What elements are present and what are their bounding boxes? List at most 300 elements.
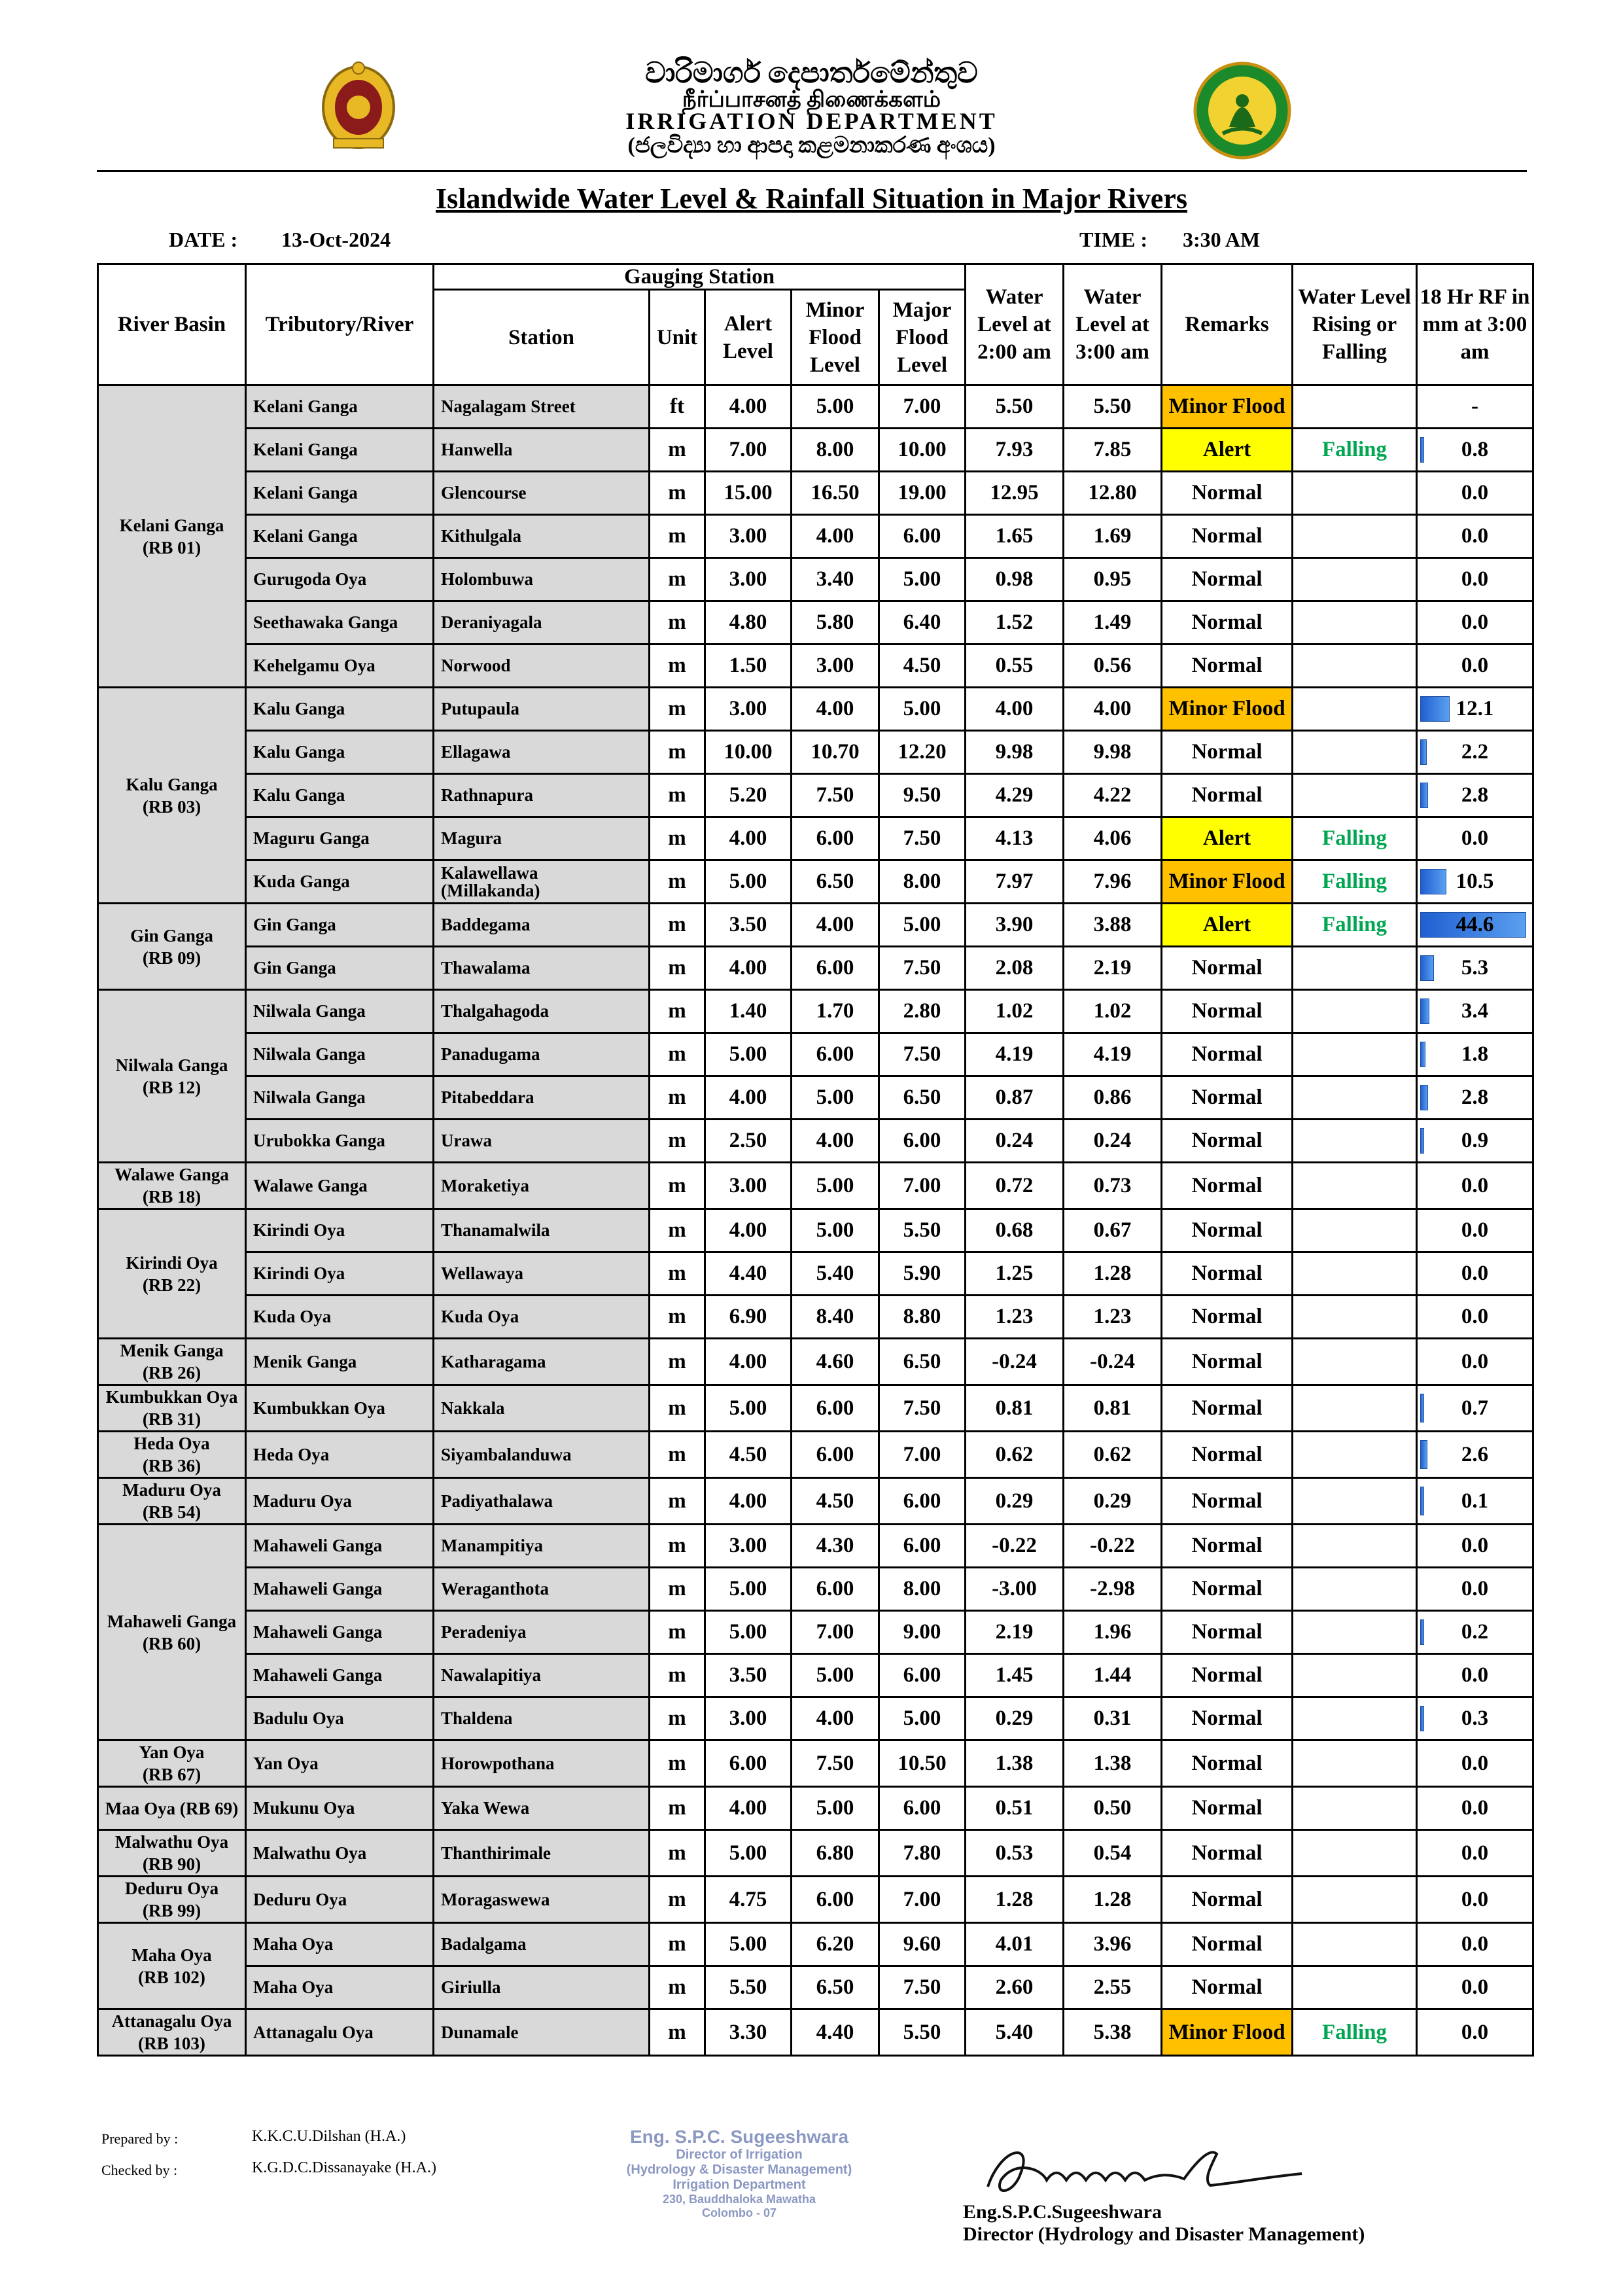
water-level-3am-cell: 3.96 <box>1064 1923 1162 1966</box>
water-level-3am-cell: 1.28 <box>1064 1252 1162 1296</box>
header-divider <box>97 170 1527 172</box>
rainfall-bar <box>1420 1042 1425 1067</box>
water-level-3am-cell: 9.98 <box>1064 731 1162 774</box>
remarks-cell: Normal <box>1162 1654 1293 1697</box>
rainfall-cell <box>1417 1252 1533 1296</box>
trend-cell <box>1293 1339 1417 1385</box>
rainfall-cell <box>1417 472 1533 515</box>
trend-cell: Falling <box>1293 429 1417 472</box>
unit-cell: m <box>650 429 705 472</box>
water-level-2am-cell: 2.19 <box>966 1611 1064 1654</box>
minor-flood-level-cell: 4.30 <box>792 1525 879 1568</box>
station-cell: Hanwella <box>434 429 650 472</box>
tributary-cell: Kuda Ganga <box>246 860 434 904</box>
water-level-3am-cell: -2.98 <box>1064 1568 1162 1611</box>
dept-name-tamil: நீர்ப்பாசனத் திணைக்களம் <box>682 88 941 112</box>
water-level-2am-cell: 1.25 <box>966 1252 1064 1296</box>
unit-cell: m <box>650 904 705 947</box>
table-row <box>98 1654 1533 1697</box>
tributary-cell: Kelani Ganga <box>246 472 434 515</box>
checked-label: Checked by : <box>101 2162 178 2178</box>
river-basin-cell: Mahaweli Ganga (RB 60) <box>98 1525 246 1740</box>
prepared-name: K.K.C.U.Dilshan (H.A.) <box>252 2128 406 2145</box>
rainfall-bar <box>1420 1440 1427 1469</box>
alert-level-cell: 5.00 <box>705 1568 792 1611</box>
alert-level-cell: 4.80 <box>705 601 792 645</box>
table-row <box>98 1385 1533 1432</box>
tributary-cell: Mahaweli Ganga <box>246 1525 434 1568</box>
rainfall-value: 0.7 <box>1461 1396 1489 1420</box>
minor-flood-level-cell: 6.50 <box>792 860 879 904</box>
stamp-line: (Hydrology & Disaster Management) <box>626 2163 852 2177</box>
dept-name-sinhala: වාරිමාර්ග දෙපාර්තමේන්තුව <box>645 57 978 89</box>
rainfall-cell <box>1417 2009 1533 2056</box>
tributary-cell: Nilwala Ganga <box>246 1076 434 1120</box>
water-level-2am-cell: 1.52 <box>966 601 1064 645</box>
trend-cell <box>1293 515 1417 558</box>
water-level-3am-cell: 1.38 <box>1064 1740 1162 1787</box>
table-row <box>98 990 1533 1033</box>
rainfall-value: 0.0 <box>1461 826 1489 850</box>
rainfall-value: 3.4 <box>1461 999 1489 1023</box>
alert-level-cell: 3.50 <box>705 1654 792 1697</box>
unit-cell: m <box>650 1787 705 1830</box>
station-cell: Baddegama <box>434 904 650 947</box>
rainfall-value: 0.0 <box>1461 1975 1489 1999</box>
table-row <box>98 817 1533 860</box>
minor-flood-level-cell: 10.70 <box>792 731 879 774</box>
minor-flood-level-cell: 5.00 <box>792 1787 879 1830</box>
table-row <box>98 385 1533 429</box>
water-level-2am-cell: 3.90 <box>966 904 1064 947</box>
alert-level-cell: 5.00 <box>705 860 792 904</box>
remarks-cell: Normal <box>1162 1568 1293 1611</box>
rainfall-cell <box>1417 1385 1533 1432</box>
trend-cell <box>1293 1432 1417 1478</box>
unit-cell: m <box>650 817 705 860</box>
rainfall-bar <box>1420 696 1450 722</box>
alert-level-cell: 5.00 <box>705 1830 792 1877</box>
remarks-cell: Normal <box>1162 1611 1293 1654</box>
major-flood-level-cell: 7.50 <box>879 1033 966 1076</box>
remarks-cell: Normal <box>1162 1120 1293 1163</box>
major-flood-level-cell: 6.00 <box>879 515 966 558</box>
station-cell: Panadugama <box>434 1033 650 1076</box>
river-basin-cell: Kalu Ganga (RB 03) <box>98 688 246 904</box>
rainfall-cell <box>1417 1120 1533 1163</box>
station-cell: Deraniyagala <box>434 601 650 645</box>
minor-flood-level-cell: 6.50 <box>792 1966 879 2009</box>
tributary-cell: Badulu Oya <box>246 1697 434 1740</box>
alert-level-cell: 3.00 <box>705 688 792 731</box>
rainfall-cell <box>1417 1740 1533 1787</box>
tributary-cell: Kuda Oya <box>246 1296 434 1339</box>
tributary-cell: Kirindi Oya <box>246 1252 434 1296</box>
unit-cell: m <box>650 1568 705 1611</box>
water-level-2am-cell: 12.95 <box>966 472 1064 515</box>
rainfall-value: 0.0 <box>1461 1262 1489 1285</box>
station-cell: Kuda Oya <box>434 1296 650 1339</box>
water-level-table <box>97 263 1534 2057</box>
station-cell: Wellawaya <box>434 1252 650 1296</box>
water-level-2am-cell: 7.93 <box>966 429 1064 472</box>
remarks-cell: Normal <box>1162 1252 1293 1296</box>
station-cell: Magura <box>434 817 650 860</box>
trend-cell <box>1293 558 1417 601</box>
major-flood-level-cell: 6.00 <box>879 1120 966 1163</box>
unit-cell: m <box>650 1740 705 1787</box>
major-flood-level-cell: 12.20 <box>879 731 966 774</box>
major-flood-level-cell: 10.50 <box>879 1740 966 1787</box>
table-row <box>98 1525 1533 1568</box>
trend-cell <box>1293 1296 1417 1339</box>
water-level-3am-cell: 4.00 <box>1064 688 1162 731</box>
water-level-2am-cell: 5.40 <box>966 2009 1064 2056</box>
station-cell: Holombuwa <box>434 558 650 601</box>
alert-level-cell: 2.50 <box>705 1120 792 1163</box>
minor-flood-level-cell: 6.00 <box>792 1877 879 1923</box>
minor-flood-level-cell: 5.00 <box>792 1209 879 1252</box>
trend-cell <box>1293 1966 1417 2009</box>
table-row <box>98 1877 1533 1923</box>
rainfall-cell <box>1417 1877 1533 1923</box>
rainfall-cell <box>1417 1339 1533 1385</box>
river-basin-cell: Gin Ganga (RB 09) <box>98 904 246 990</box>
station-cell: Padiyathalawa <box>434 1478 650 1525</box>
water-level-2am-cell: 1.02 <box>966 990 1064 1033</box>
table-row <box>98 947 1533 990</box>
alert-level-cell: 1.40 <box>705 990 792 1033</box>
unit-cell: m <box>650 1163 705 1209</box>
rainfall-cell <box>1417 1478 1533 1525</box>
alert-level-cell: 5.00 <box>705 1033 792 1076</box>
unit-cell: m <box>650 1432 705 1478</box>
minor-flood-level-cell: 6.00 <box>792 1568 879 1611</box>
report-title: Islandwide Water Level & Rainfall Situation in Major Rivers <box>436 183 1187 215</box>
water-level-3am-cell: 0.86 <box>1064 1076 1162 1120</box>
tributary-cell: Nilwala Ganga <box>246 1033 434 1076</box>
river-basin-cell: Menik Ganga (RB 26) <box>98 1339 246 1385</box>
alert-level-cell: 6.00 <box>705 1740 792 1787</box>
station-cell: Nawalapitiya <box>434 1654 650 1697</box>
col-remarks: Remarks <box>1162 264 1293 385</box>
minor-flood-level-cell: 6.80 <box>792 1830 879 1877</box>
water-level-2am-cell: 0.81 <box>966 1385 1064 1432</box>
trend-cell <box>1293 1120 1417 1163</box>
major-flood-level-cell: 6.00 <box>879 1525 966 1568</box>
tributary-cell: Kehelgamu Oya <box>246 645 434 688</box>
rainfall-bar <box>1420 739 1427 765</box>
major-flood-level-cell: 7.00 <box>879 385 966 429</box>
station-cell: Moragaswewa <box>434 1877 650 1923</box>
stamp-line: Eng. S.P.C. Sugeeshwara <box>629 2127 849 2147</box>
table-row <box>98 515 1533 558</box>
table-row <box>98 1966 1533 2009</box>
water-level-2am-cell: 0.29 <box>966 1697 1064 1740</box>
alert-level-cell: 15.00 <box>705 472 792 515</box>
table-row <box>98 1120 1533 1163</box>
unit-cell: ft <box>650 385 705 429</box>
rainfall-value: 10.5 <box>1456 870 1494 893</box>
remarks-cell: Minor Flood <box>1162 688 1293 731</box>
table-row <box>98 1478 1533 1525</box>
station-cell: Katharagama <box>434 1339 650 1385</box>
unit-cell: m <box>650 731 705 774</box>
time-label: TIME : <box>1079 228 1147 251</box>
water-level-2am-cell: 0.53 <box>966 1830 1064 1877</box>
remarks-cell: Normal <box>1162 1076 1293 1120</box>
major-flood-level-cell: 6.00 <box>879 1654 966 1697</box>
station-cell: Yaka Wewa <box>434 1787 650 1830</box>
rainfall-value: 12.1 <box>1456 697 1494 720</box>
water-level-3am-cell: 2.19 <box>1064 947 1162 990</box>
major-flood-level-cell: 10.00 <box>879 429 966 472</box>
trend-cell <box>1293 990 1417 1033</box>
rainfall-cell <box>1417 1209 1533 1252</box>
water-level-3am-cell: 0.67 <box>1064 1209 1162 1252</box>
minor-flood-level-cell: 7.50 <box>792 1740 879 1787</box>
remarks-cell: Normal <box>1162 1033 1293 1076</box>
water-level-2am-cell: 2.08 <box>966 947 1064 990</box>
unit-cell: m <box>650 1877 705 1923</box>
rainfall-value: 0.0 <box>1461 1796 1489 1820</box>
trend-cell <box>1293 947 1417 990</box>
river-basin-cell: Maa Oya (RB 69) <box>98 1787 246 1830</box>
tributary-cell: Kalu Ganga <box>246 688 434 731</box>
rainfall-value: 2.8 <box>1461 1086 1489 1109</box>
major-flood-level-cell: 7.50 <box>879 1385 966 1432</box>
major-flood-level-cell: 7.50 <box>879 817 966 860</box>
minor-flood-level-cell: 5.00 <box>792 385 879 429</box>
rainfall-value: 0.0 <box>1461 1349 1489 1373</box>
table-row <box>98 645 1533 688</box>
alert-level-cell: 5.00 <box>705 1923 792 1966</box>
alert-level-cell: 4.00 <box>705 385 792 429</box>
alert-level-cell: 3.50 <box>705 904 792 947</box>
rainfall-cell <box>1417 731 1533 774</box>
signatory-title: Director (Hydrology and Disaster Management) <box>963 2223 1365 2245</box>
table-row <box>98 1787 1533 1830</box>
trend-cell <box>1293 601 1417 645</box>
rainfall-cell <box>1417 1525 1533 1568</box>
station-cell: Kithulgala <box>434 515 650 558</box>
water-level-3am-cell: 0.54 <box>1064 1830 1162 1877</box>
minor-flood-level-cell: 5.00 <box>792 1076 879 1120</box>
water-level-2am-cell: 0.29 <box>966 1478 1064 1525</box>
minor-flood-level-cell: 6.00 <box>792 1432 879 1478</box>
trend-cell <box>1293 645 1417 688</box>
trend-cell: Falling <box>1293 904 1417 947</box>
rainfall-bar <box>1420 1394 1424 1422</box>
rainfall-cell <box>1417 1568 1533 1611</box>
tributary-cell: Maguru Ganga <box>246 817 434 860</box>
water-level-3am-cell: 12.80 <box>1064 472 1162 515</box>
alert-level-cell: 7.00 <box>705 429 792 472</box>
rainfall-cell <box>1417 1611 1533 1654</box>
tributary-cell: Mahaweli Ganga <box>246 1611 434 1654</box>
major-flood-level-cell: 19.00 <box>879 472 966 515</box>
rainfall-value: 0.0 <box>1461 2020 1489 2044</box>
signatory-name: Eng.S.P.C.Sugeeshwara <box>963 2201 1162 2223</box>
tributary-cell: Maha Oya <box>246 1966 434 2009</box>
unit-cell: m <box>650 1478 705 1525</box>
rainfall-value: 0.0 <box>1461 1751 1489 1775</box>
remarks-cell: Normal <box>1162 947 1293 990</box>
rainfall-cell <box>1417 688 1533 731</box>
trend-cell <box>1293 1654 1417 1697</box>
water-level-3am-cell: 5.50 <box>1064 385 1162 429</box>
alert-level-cell: 3.00 <box>705 515 792 558</box>
trend-cell <box>1293 1076 1417 1120</box>
minor-flood-level-cell: 8.00 <box>792 429 879 472</box>
water-level-2am-cell: 0.72 <box>966 1163 1064 1209</box>
table-row <box>98 472 1533 515</box>
remarks-cell: Normal <box>1162 1697 1293 1740</box>
signature <box>975 2134 1315 2206</box>
remarks-cell: Normal <box>1162 1339 1293 1385</box>
remarks-cell: Normal <box>1162 1923 1293 1966</box>
rainfall-cell <box>1417 1923 1533 1966</box>
table-row <box>98 1611 1533 1654</box>
major-flood-level-cell: 7.50 <box>879 1966 966 2009</box>
major-flood-level-cell: 5.90 <box>879 1252 966 1296</box>
unit-cell: m <box>650 1033 705 1076</box>
rainfall-cell <box>1417 1830 1533 1877</box>
col-alert-level: Alert Level <box>705 290 792 385</box>
minor-flood-level-cell: 6.20 <box>792 1923 879 1966</box>
remarks-cell: Normal <box>1162 1163 1293 1209</box>
river-basin-cell: Kumbukkan Oya (RB 31) <box>98 1385 246 1432</box>
water-level-3am-cell: 4.22 <box>1064 774 1162 817</box>
rainfall-bar <box>1420 1619 1424 1645</box>
major-flood-level-cell: 5.50 <box>879 2009 966 2056</box>
tributary-cell: Urubokka Ganga <box>246 1120 434 1163</box>
rainfall-value: 0.0 <box>1461 1841 1489 1865</box>
unit-cell: m <box>650 1697 705 1740</box>
time-value: 3:30 AM <box>1183 228 1261 251</box>
remarks-cell: Normal <box>1162 601 1293 645</box>
water-level-3am-cell: 0.24 <box>1064 1120 1162 1163</box>
water-level-3am-cell: 0.31 <box>1064 1697 1162 1740</box>
alert-level-cell: 3.00 <box>705 558 792 601</box>
unit-cell: m <box>650 1966 705 2009</box>
trend-cell <box>1293 731 1417 774</box>
table-row <box>98 1339 1533 1385</box>
water-level-2am-cell: 0.62 <box>966 1432 1064 1478</box>
major-flood-level-cell: 7.80 <box>879 1830 966 1877</box>
station-cell: Moraketiya <box>434 1163 650 1209</box>
minor-flood-level-cell: 4.00 <box>792 1120 879 1163</box>
water-level-3am-cell: 4.19 <box>1064 1033 1162 1076</box>
water-level-3am-cell: 3.88 <box>1064 904 1162 947</box>
table-body <box>98 385 1533 2056</box>
unit-cell: m <box>650 1076 705 1120</box>
minor-flood-level-cell: 4.00 <box>792 688 879 731</box>
rainfall-value: 5.3 <box>1461 956 1489 980</box>
remarks-cell: Normal <box>1162 1296 1293 1339</box>
minor-flood-level-cell: 6.00 <box>792 817 879 860</box>
trend-cell <box>1293 1740 1417 1787</box>
rainfall-bar <box>1420 1706 1424 1731</box>
water-level-2am-cell: 0.55 <box>966 645 1064 688</box>
remarks-cell: Normal <box>1162 515 1293 558</box>
table-row <box>98 688 1533 731</box>
remarks-cell: Normal <box>1162 645 1293 688</box>
table-row <box>98 1923 1533 1966</box>
rainfall-value: 2.2 <box>1461 740 1489 764</box>
rainfall-value: 0.9 <box>1461 1129 1489 1152</box>
tributary-cell: Malwathu Oya <box>246 1830 434 1877</box>
table-row <box>98 1697 1533 1740</box>
water-level-3am-cell: 7.96 <box>1064 860 1162 904</box>
trend-cell <box>1293 1923 1417 1966</box>
remarks-cell: Normal <box>1162 1385 1293 1432</box>
water-level-3am-cell: 1.96 <box>1064 1611 1162 1654</box>
trend-cell <box>1293 472 1417 515</box>
minor-flood-level-cell: 6.00 <box>792 1385 879 1432</box>
major-flood-level-cell: 6.50 <box>879 1076 966 1120</box>
unit-cell: m <box>650 1525 705 1568</box>
river-basin-cell: Walawe Ganga (RB 18) <box>98 1163 246 1209</box>
major-flood-level-cell: 8.00 <box>879 1568 966 1611</box>
station-cell: Horowpothana <box>434 1740 650 1787</box>
col-minor-flood-level: Minor Flood Level <box>792 290 879 385</box>
rainfall-cell <box>1417 817 1533 860</box>
water-level-3am-cell: 0.50 <box>1064 1787 1162 1830</box>
water-level-2am-cell: 1.28 <box>966 1877 1064 1923</box>
station-cell: Nagalagam Street <box>434 385 650 429</box>
trend-cell: Falling <box>1293 817 1417 860</box>
rainfall-bar <box>1420 1085 1428 1110</box>
rainfall-bar <box>1420 1487 1424 1515</box>
water-level-2am-cell: 4.01 <box>966 1923 1064 1966</box>
minor-flood-level-cell: 5.40 <box>792 1252 879 1296</box>
unit-cell: m <box>650 990 705 1033</box>
table-row <box>98 1076 1533 1120</box>
station-cell: Glencourse <box>434 472 650 515</box>
station-cell: Badalgama <box>434 1923 650 1966</box>
alert-level-cell: 4.00 <box>705 1478 792 1525</box>
table-row <box>98 1209 1533 1252</box>
table-row <box>98 731 1533 774</box>
trend-cell <box>1293 1830 1417 1877</box>
remarks-cell: Normal <box>1162 990 1293 1033</box>
tributary-cell: Gin Ganga <box>246 904 434 947</box>
alert-level-cell: 5.50 <box>705 1966 792 2009</box>
station-cell: Putupaula <box>434 688 650 731</box>
alert-level-cell: 6.90 <box>705 1296 792 1339</box>
rainfall-cell <box>1417 515 1533 558</box>
rainfall-cell <box>1417 774 1533 817</box>
col-water-level-3am: Water Level at 3:00 am <box>1064 264 1162 385</box>
minor-flood-level-cell: 4.50 <box>792 1478 879 1525</box>
water-level-3am-cell: 7.85 <box>1064 429 1162 472</box>
water-level-3am-cell: 1.44 <box>1064 1654 1162 1697</box>
tributary-cell: Mahaweli Ganga <box>246 1654 434 1697</box>
official-stamp <box>569 2127 909 2220</box>
tributary-cell: Mahaweli Ganga <box>246 1568 434 1611</box>
water-level-3am-cell: 4.06 <box>1064 817 1162 860</box>
station-cell: Dunamale <box>434 2009 650 2056</box>
trend-cell: Falling <box>1293 860 1417 904</box>
water-level-2am-cell: 2.60 <box>966 1966 1064 2009</box>
rainfall-cell <box>1417 1033 1533 1076</box>
tributary-cell: Kelani Ganga <box>246 515 434 558</box>
trend-cell <box>1293 1697 1417 1740</box>
col-tributary: Tributory/River <box>246 264 434 385</box>
tributary-cell: Maduru Oya <box>246 1478 434 1525</box>
remarks-cell: Normal <box>1162 1740 1293 1787</box>
